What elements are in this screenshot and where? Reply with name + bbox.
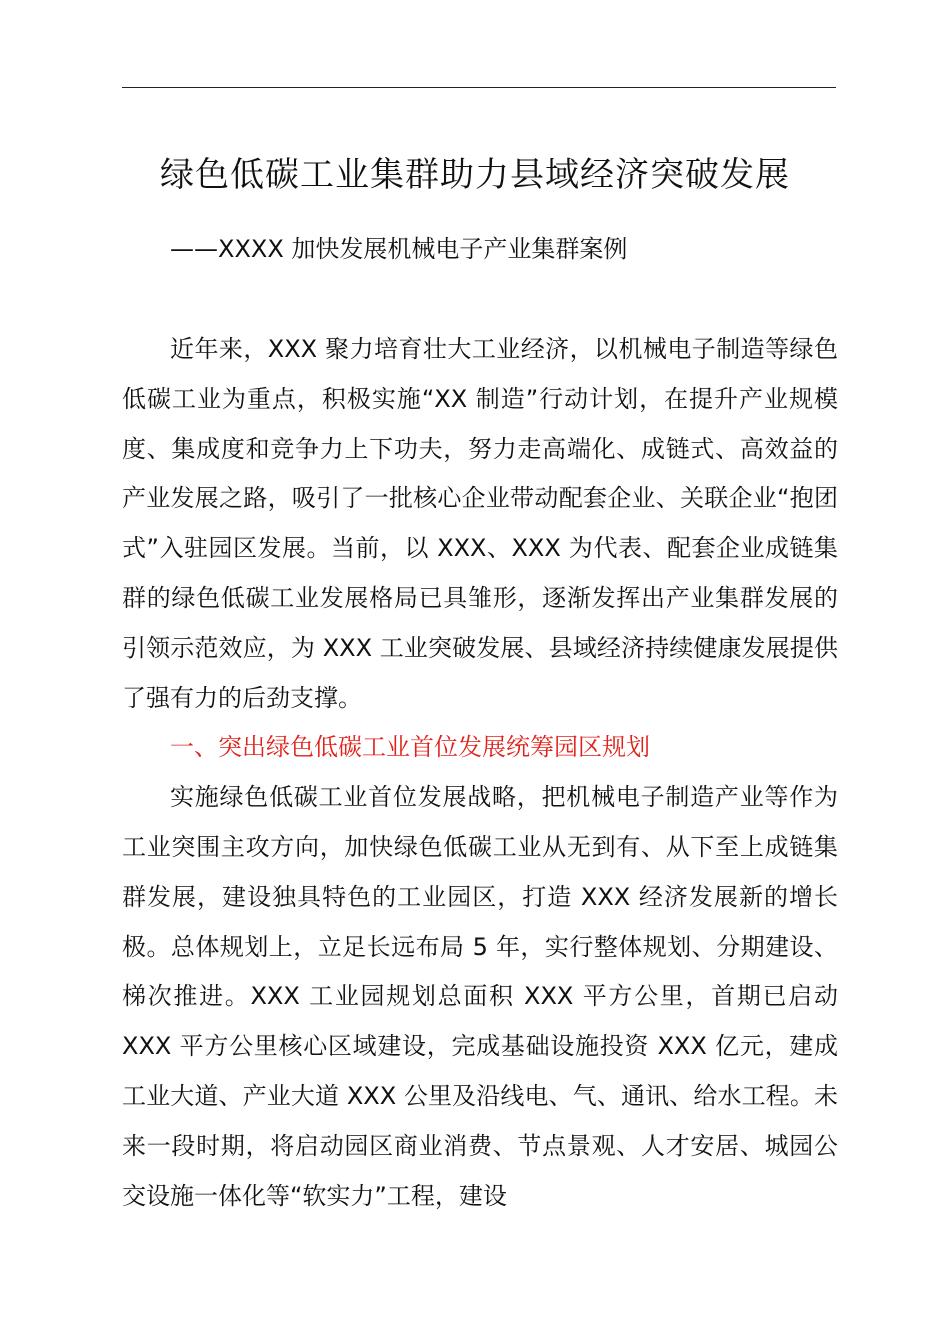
document-title: 绿色低碳工业集群助力县域经济突破发展 — [160, 155, 790, 195]
section-paragraph-1: 实施绿色低碳工业首位发展战略，把机械电子制造产业等作为工业突围主攻方向，加快绿色低碳工业从无到有、从下至上成链集群发展，建设独具特色的工业园区，打造 XXX 经济发展新的增长极。总体规划上，立足长远布局 5 年，实行整体规划、分期建设、梯次推进。XXX 工业园规划总面积 XXX 平方公里，首期已启动 XXX 平方公里核心区域建设，完成基础设施投资 XXX 亿元，建成工业大道、产业大道 XXX 公里及沿线电、气、通讯、给水工程。未来一段时期，将启动园区商业消费、节点景观、人才安居、城园公交设施一体化等“软实力”工程，建设 — [122, 783, 838, 1210]
document-body — [122, 325, 838, 1221]
header-rule — [122, 87, 836, 88]
document-subtitle: ——XXXX 加快发展机械电子产业集群案例 — [170, 235, 628, 263]
section-heading-1: 一、突出绿色低碳工业首位发展统筹园区规划 — [170, 733, 650, 762]
intro-paragraph: 近年来，XXX 聚力培育壮大工业经济，以机械电子制造等绿色低碳工业为重点，积极实施“XX 制造”行动计划，在提升产业规模度、集成度和竞争力上下功夫，努力走高端化、成链式、高效益的产业发展之路，吸引了一批核心企业带动配套企业、关联企业“抱团式”入驻园区发展。当前，以 XXX、XXX 为代表、配套企业成链集群的绿色低碳工业发展格局已具雏形，逐渐发挥出产业集群发展的引领示范效应，为 XXX 工业突破发展、县域经济持续健康发展提供了强有力的后劲支撑。 — [122, 335, 838, 712]
